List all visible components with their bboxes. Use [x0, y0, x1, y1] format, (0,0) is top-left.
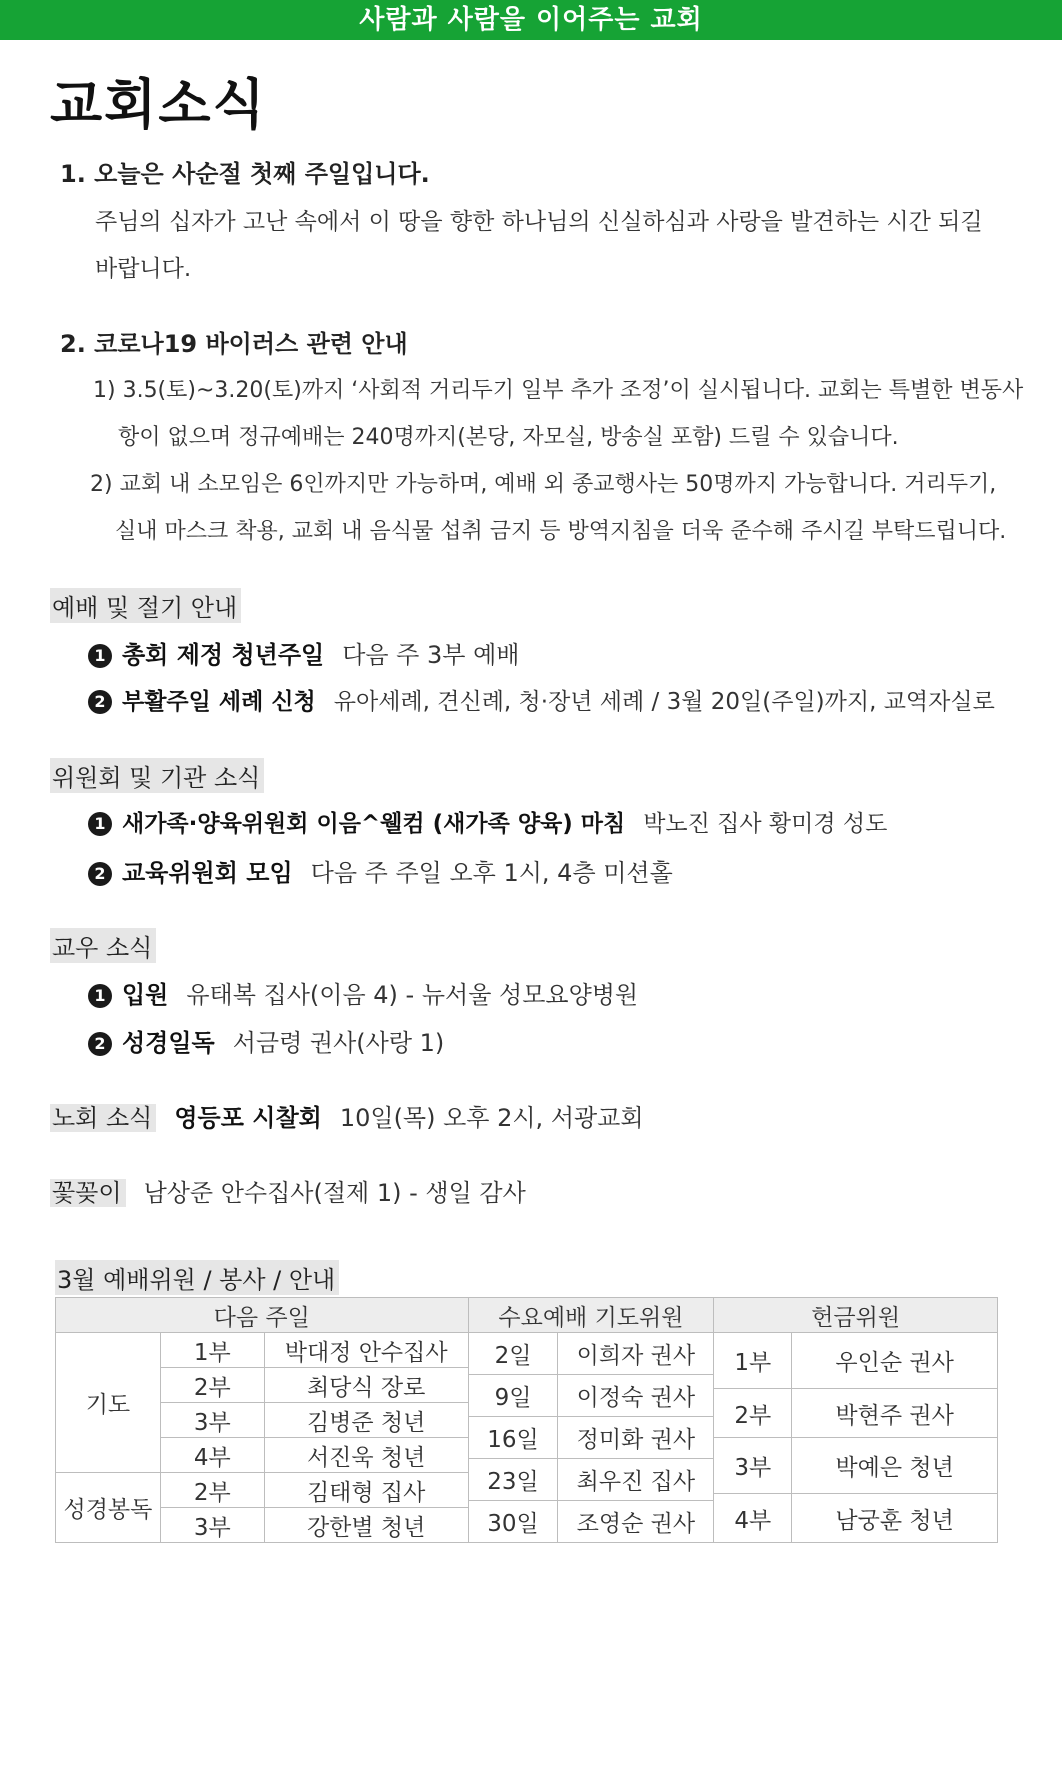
- offering-name: 남궁훈 청년: [792, 1494, 998, 1543]
- worship-item: [88, 683, 995, 716]
- notice-2-heading: 2. 코로나19 바이러스 관련 안내: [60, 330, 408, 358]
- members-item-label: 입원: [122, 981, 169, 1009]
- page-title: 교회소식: [50, 73, 267, 136]
- worship-item: [88, 635, 519, 670]
- offering-service: 1부: [714, 1333, 792, 1389]
- wednesday-name: 정미화 권사: [558, 1417, 714, 1459]
- offering-name: 박현주 권사: [792, 1389, 998, 1438]
- number-bullet: 1: [88, 812, 112, 836]
- presbytery-notice: [50, 1098, 644, 1133]
- schedule-header-row: [56, 1298, 998, 1333]
- committee-section-title: 위원회 및 기관 소식: [50, 758, 264, 793]
- committee-item: [88, 805, 887, 838]
- notice-2-sub2-line-1: 2) 교회 내 소모임은 6인까지만 가능하며, 예배 외 종교행사는 50명까지 가능합니다. 거리두기,: [90, 472, 997, 497]
- flowers-notice: [50, 1173, 526, 1208]
- worship-item-text: 다음 주 3부 예배: [342, 641, 520, 669]
- number-bullet: 1: [88, 644, 112, 668]
- committee-item-label: 교육위원회 모임: [122, 859, 293, 887]
- members-section-title: 교우 소식: [50, 928, 156, 963]
- notice-1-line-1: 주님의 십자가 고난 속에서 이 땅을 향한 하나님의 신실하심과 사랑을 발견하는 시간 되길: [95, 209, 983, 235]
- sunday-name: 강한별 청년: [264, 1508, 468, 1543]
- sunday-service: 3부: [160, 1508, 264, 1543]
- notice-2-sub1-line-1: 1) 3.5(토)~3.20(토)까지 ‘사회적 거리두기 일부 추가 조정’이 실시됩니다. 교회는 특별한 변동사: [93, 378, 1024, 403]
- wednesday-date: 16일: [468, 1417, 558, 1459]
- wednesday-name: 이희자 권사: [558, 1333, 714, 1375]
- schedule-title: 3월 예배위원 / 봉사 / 안내: [55, 1260, 339, 1295]
- number-bullet: 2: [88, 862, 112, 886]
- committee-item: [88, 853, 673, 888]
- sunday-service: 4부: [160, 1438, 264, 1473]
- members-item: [88, 975, 638, 1010]
- sunday-name: 김태형 집사: [264, 1473, 468, 1508]
- offering-name: 우인순 권사: [792, 1333, 998, 1389]
- top-banner: 사람과 사람을 이어주는 교회: [0, 0, 1062, 40]
- notice-1-line-2: 바랍니다.: [95, 256, 192, 282]
- committee-item-text: 다음 주 주일 오후 1시, 4층 미션홀: [310, 859, 673, 887]
- wednesday-date: 9일: [468, 1375, 558, 1417]
- committee-item-text: 박노진 집사 황미경 성도: [643, 811, 888, 837]
- members-item-label: 성경일독: [122, 1029, 215, 1057]
- prayer-label: 기도: [56, 1333, 161, 1473]
- sunday-service: 2부: [160, 1368, 264, 1403]
- flowers-text: 남상준 안수집사(절제 1) - 생일 감사: [143, 1179, 526, 1207]
- worship-item-text: 유아세례, 견신례, 청·장년 세례 / 3월 20일(주일)까지, 교역자실로: [333, 689, 995, 715]
- worship-item-label: 총회 제정 청년주일: [122, 641, 325, 669]
- number-bullet: 2: [88, 690, 112, 714]
- offering-service: 4부: [714, 1494, 792, 1543]
- wednesday-name: 이정숙 권사: [558, 1375, 714, 1417]
- reading-label: 성경봉독: [56, 1473, 161, 1543]
- sunday-name: 박대정 안수집사: [264, 1333, 468, 1368]
- committee-item-label: 새가족·양육위원회 이음^웰컴 (새가족 양육) 마침: [122, 811, 626, 837]
- members-item: [88, 1023, 444, 1058]
- header-wednesday-prayer: 수요예배 기도위원: [468, 1298, 714, 1333]
- sunday-name: 서진욱 청년: [264, 1438, 468, 1473]
- header-offering: 헌금위원: [714, 1298, 998, 1333]
- notice-2-sub1-line-2: 항이 없으며 정규예배는 240명까지(본당, 자모실, 방송실 포함) 드릴 수 있습니다.: [118, 425, 899, 450]
- worship-section-title: 예배 및 절기 안내: [50, 588, 241, 623]
- wednesday-name: 최우진 집사: [558, 1459, 714, 1501]
- number-bullet: 2: [88, 1032, 112, 1056]
- header-next-sunday: 다음 주일: [56, 1298, 469, 1333]
- presbytery-section-title: 노회 소식: [50, 1104, 156, 1132]
- table-row: [56, 1333, 998, 1340]
- offering-service: 3부: [714, 1438, 792, 1494]
- members-item-text: 유태복 집사(이음 4) - 뉴서울 성모요양병원: [186, 981, 639, 1009]
- sunday-service: 3부: [160, 1403, 264, 1438]
- wednesday-date: 30일: [468, 1501, 558, 1543]
- wednesday-name: 조영순 권사: [558, 1501, 714, 1543]
- presbytery-label: 영등포 시찰회: [174, 1104, 322, 1132]
- wednesday-date: 23일: [468, 1459, 558, 1501]
- sunday-name: 최당식 장로: [264, 1368, 468, 1403]
- number-bullet: 1: [88, 984, 112, 1008]
- notice-2-sub2-line-2: 실내 마스크 착용, 교회 내 음식물 섭취 금지 등 방역지침을 더욱 준수해 주시길 부탁드립니다.: [115, 519, 1007, 544]
- flowers-section-title: 꽃꽂이: [50, 1179, 126, 1207]
- offering-service: 2부: [714, 1389, 792, 1438]
- presbytery-text: 10일(목) 오후 2시, 서광교회: [339, 1104, 644, 1132]
- worship-item-label: 부활주일 세례 신청: [122, 689, 316, 715]
- members-item-text: 서금령 권사(사랑 1): [232, 1029, 445, 1057]
- offering-name: 박예은 청년: [792, 1438, 998, 1494]
- notice-1-heading: 1. 오늘은 사순절 첫째 주일입니다.: [60, 160, 430, 188]
- sunday-service: 2부: [160, 1473, 264, 1508]
- sunday-service: 1부: [160, 1333, 264, 1368]
- sunday-name: 김병준 청년: [264, 1403, 468, 1438]
- schedule-table: [55, 1297, 998, 1543]
- wednesday-date: 2일: [468, 1333, 558, 1375]
